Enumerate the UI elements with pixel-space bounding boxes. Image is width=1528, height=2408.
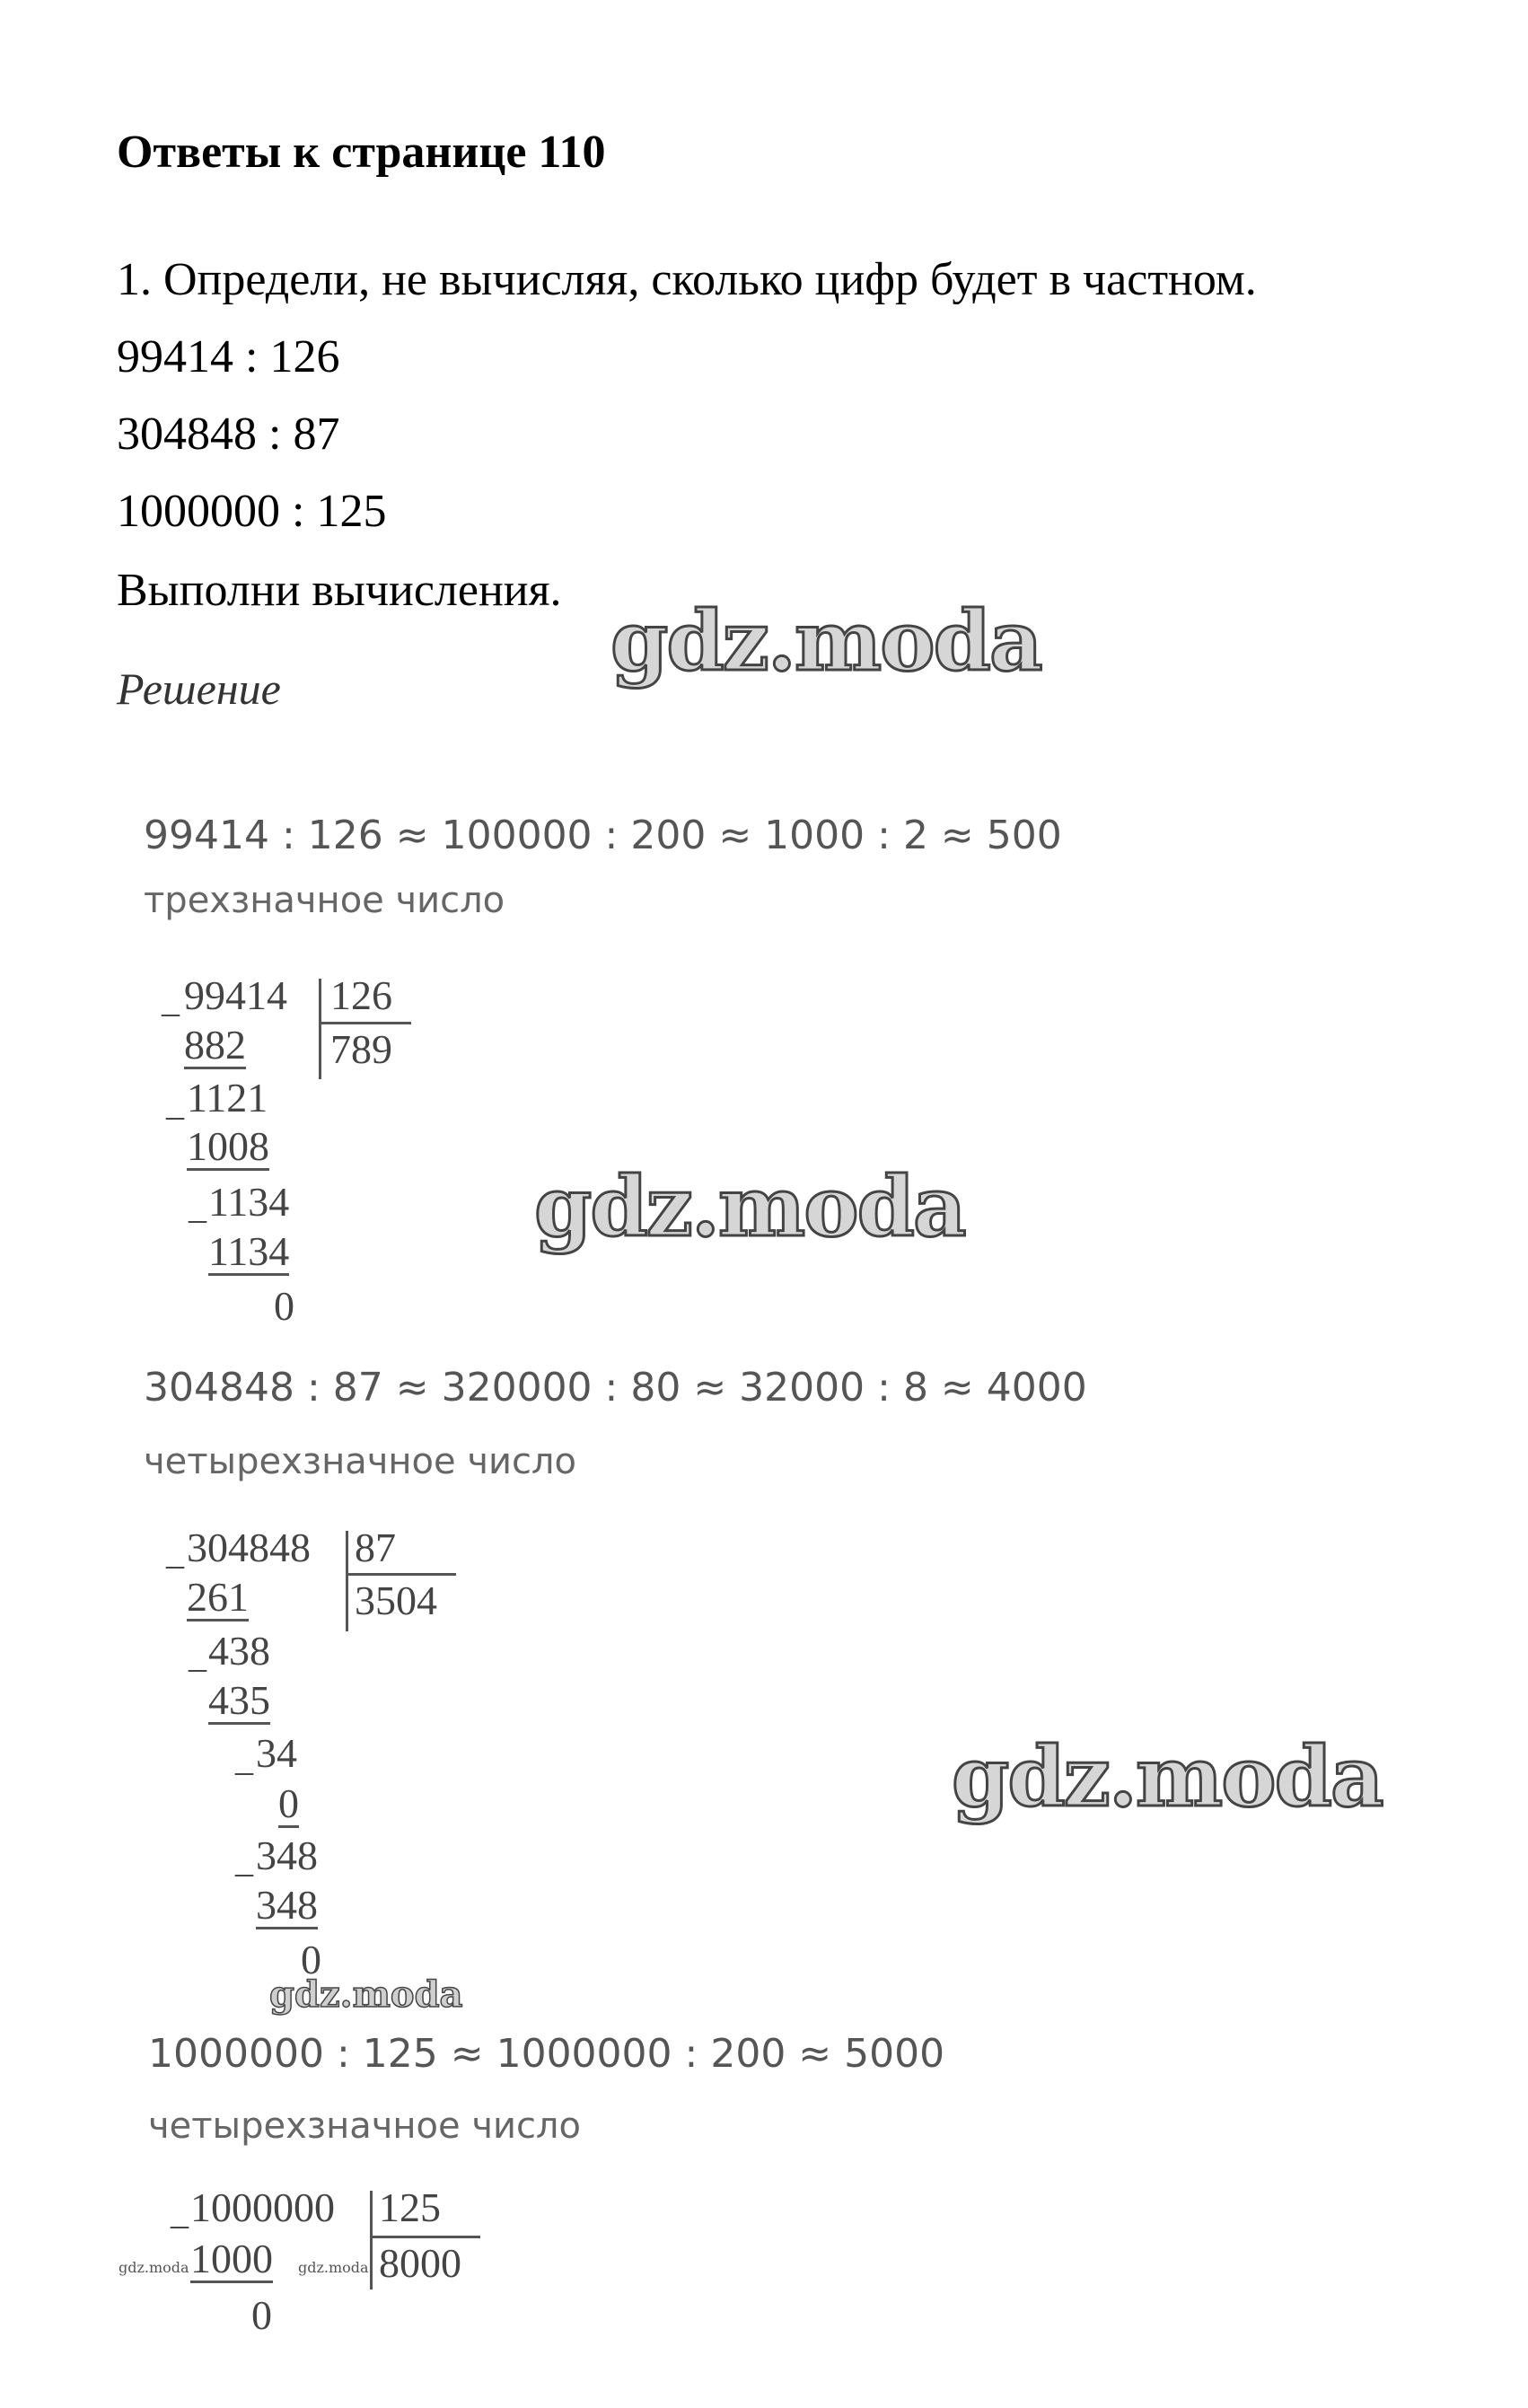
step-remainder: 1134 bbox=[208, 1179, 290, 1225]
quotient: 8000 bbox=[379, 2240, 461, 2286]
task-instruction: Выполни вычисления. bbox=[117, 565, 562, 616]
estimate-1: 99414 : 126 ≈ 100000 : 200 ≈ 1000 : 2 ≈ 500 bbox=[144, 813, 1062, 858]
divisor: 87 bbox=[355, 1525, 396, 1570]
divisor-underline bbox=[321, 1022, 411, 1024]
step-product: 1008 bbox=[187, 1125, 269, 1171]
minus-sign: _ bbox=[166, 1532, 184, 1572]
watermark: gdz.moda bbox=[534, 1158, 965, 1255]
task-statement: 1. Определи, не вычисляя, сколько цифр будет в частном. bbox=[117, 254, 1257, 305]
step-remainder: 34 bbox=[256, 1730, 297, 1776]
dividend: 304848 bbox=[187, 1525, 311, 1570]
task-expression-1: 99414 : 126 bbox=[117, 331, 340, 382]
task-expression-2: 304848 : 87 bbox=[117, 409, 340, 460]
dividend: 99414 bbox=[184, 972, 287, 1018]
digit-count-note-3: четырехзначное число bbox=[148, 2105, 581, 2147]
step-product: 1134 bbox=[208, 1230, 289, 1276]
dividend: 1000000 bbox=[190, 2184, 335, 2230]
divisor: 125 bbox=[379, 2184, 441, 2230]
step-product: 0 bbox=[278, 1782, 299, 1828]
division-bar bbox=[370, 2191, 373, 2289]
divisor-underline bbox=[348, 1573, 456, 1576]
step-remainder: 1121 bbox=[187, 1075, 268, 1121]
step-product: 348 bbox=[256, 1884, 318, 1929]
step-remainder: 438 bbox=[208, 1628, 270, 1674]
watermark: gdz.moda bbox=[298, 2259, 369, 2276]
final-remainder: 0 bbox=[301, 1937, 321, 1982]
minus-sign: _ bbox=[235, 1840, 253, 1880]
watermark: gdz.moda bbox=[610, 593, 1041, 690]
estimate-3: 1000000 : 125 ≈ 1000000 : 200 ≈ 5000 bbox=[148, 2031, 945, 2077]
minus-sign: _ bbox=[189, 1635, 206, 1675]
digit-count-note-1: трехзначное число bbox=[144, 880, 505, 921]
step-product: 1000 bbox=[190, 2237, 273, 2283]
minus-sign: _ bbox=[189, 1186, 206, 1226]
watermark: gdz.moda bbox=[269, 1973, 463, 2016]
step-product: 261 bbox=[187, 1576, 249, 1621]
minus-sign: _ bbox=[235, 1738, 253, 1779]
estimate-2: 304848 : 87 ≈ 320000 : 80 ≈ 32000 : 8 ≈ 4000 bbox=[144, 1365, 1087, 1411]
minus-sign: _ bbox=[162, 980, 180, 1020]
quotient: 3504 bbox=[355, 1578, 437, 1623]
task-expression-3: 1000000 : 125 bbox=[117, 486, 387, 537]
step-remainder: 348 bbox=[256, 1832, 318, 1878]
final-remainder: 0 bbox=[274, 1283, 294, 1329]
solution-label: Решение bbox=[117, 664, 281, 714]
minus-sign: _ bbox=[171, 2192, 189, 2232]
page-title: Ответы к странице 110 bbox=[117, 127, 606, 178]
step-product: 882 bbox=[184, 1024, 246, 1069]
step-product: 435 bbox=[208, 1679, 270, 1725]
watermark: gdz.moda bbox=[119, 2259, 189, 2276]
quotient: 789 bbox=[330, 1026, 392, 1072]
minus-sign: _ bbox=[166, 1083, 184, 1123]
divisor-underline bbox=[373, 2236, 480, 2238]
division-bar bbox=[319, 979, 321, 1079]
division-bar bbox=[346, 1531, 348, 1631]
final-remainder: 0 bbox=[251, 2292, 272, 2338]
divisor: 126 bbox=[330, 972, 392, 1018]
digit-count-note-2: четырехзначное число bbox=[144, 1441, 576, 1482]
watermark: gdz.moda bbox=[952, 1728, 1383, 1825]
